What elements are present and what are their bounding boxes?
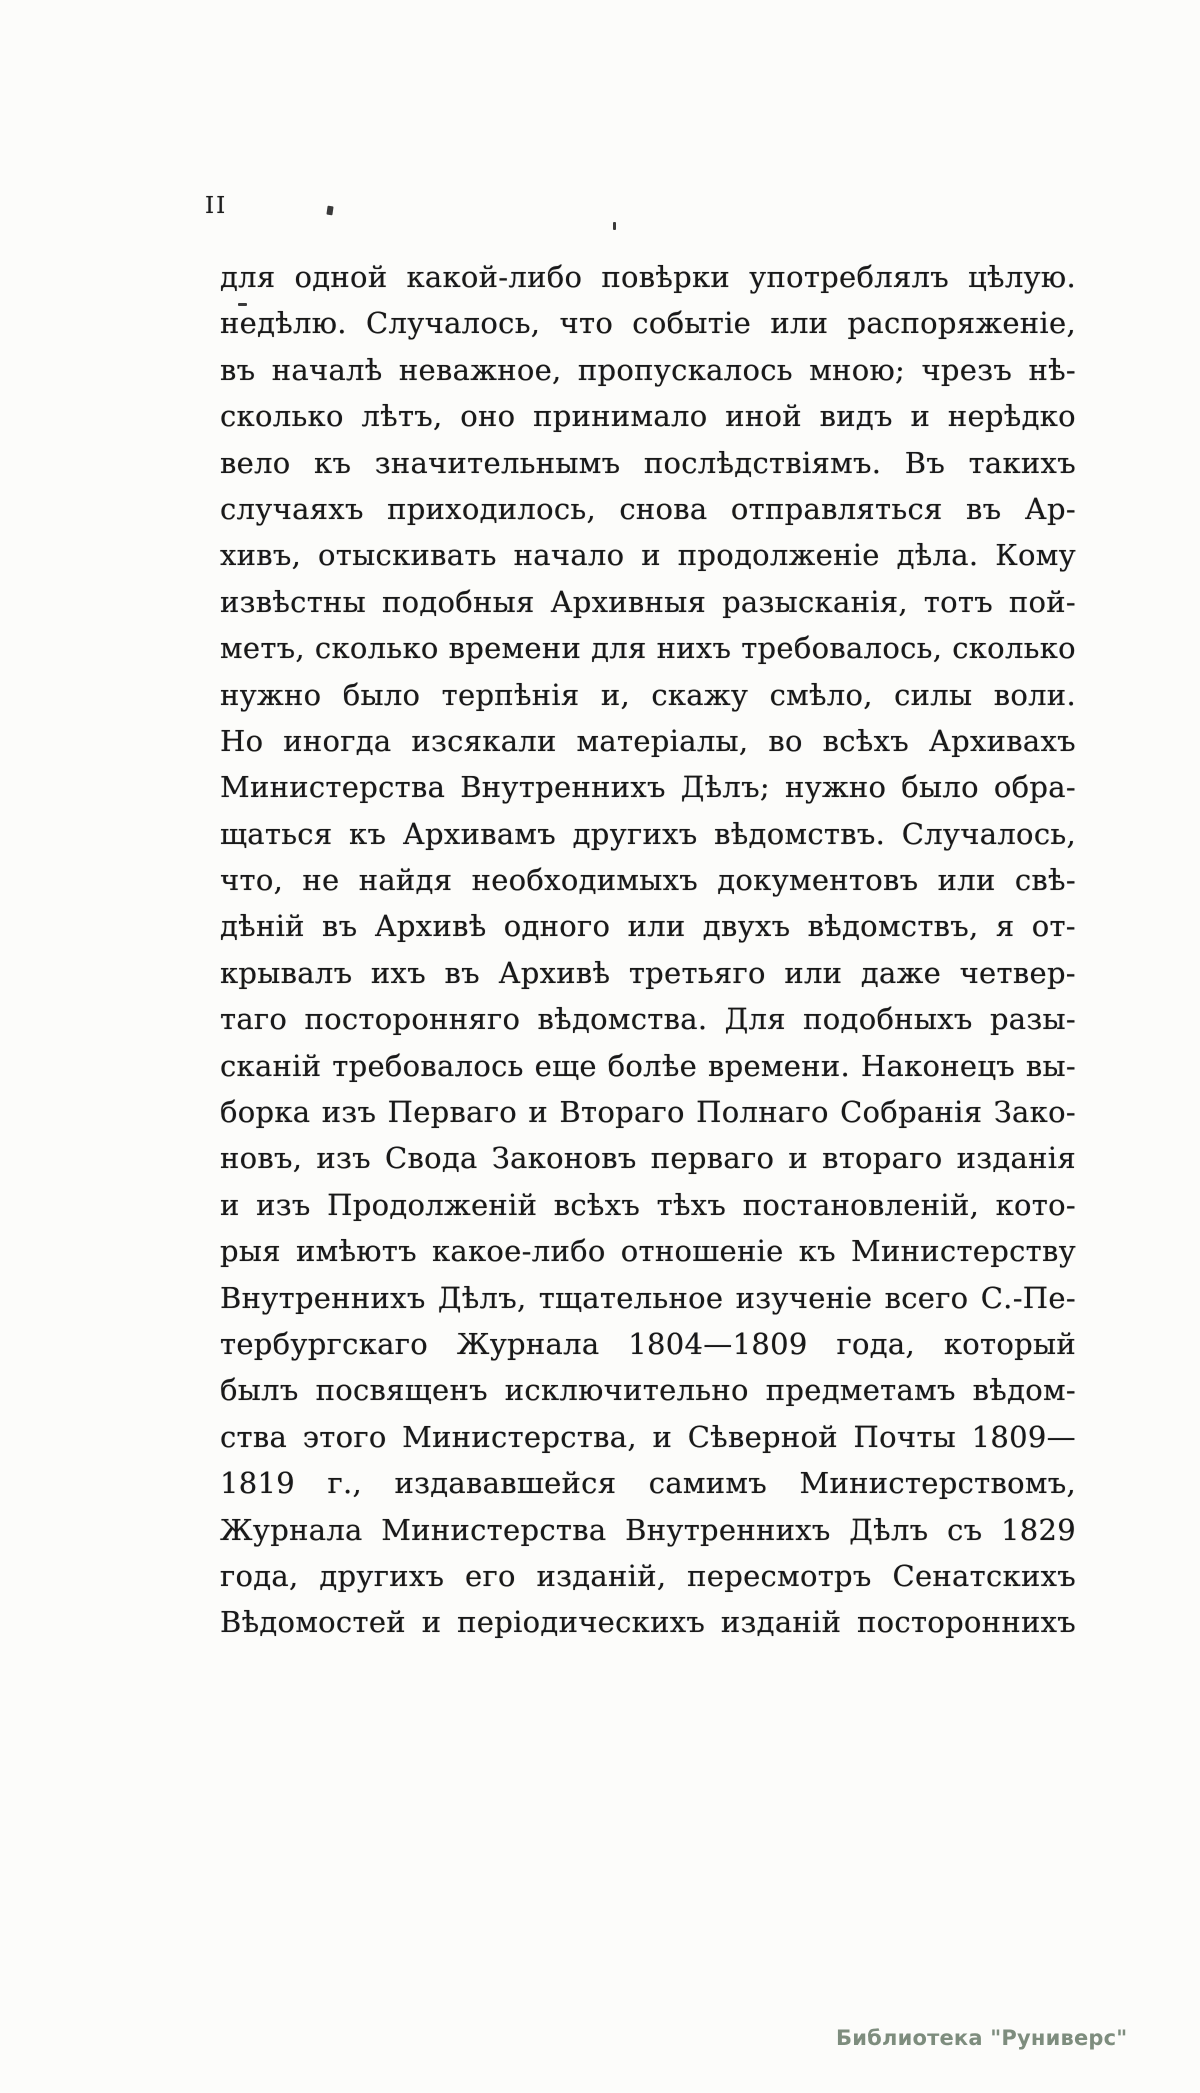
- text-line: былъ посвященъ исключительно предметамъ вѣдом-: [220, 1373, 1076, 1408]
- text-line: щаться къ Архивамъ другихъ вѣдомствъ. Случалось,: [220, 816, 1076, 851]
- ink-speck: [326, 206, 333, 216]
- text-line: Журнала Министерства Внутреннихъ Дѣлъ съ 1829: [220, 1512, 1076, 1547]
- text-line: года, другихъ его изданій, пересмотръ Сенатскихъ: [220, 1558, 1076, 1593]
- text-line: рыя имѣютъ какое-либо отношеніе къ Министерству: [220, 1234, 1076, 1269]
- text-line: и изъ Продолженій всѣхъ тѣхъ постановленій, кото-: [220, 1187, 1076, 1222]
- text-line: случаяхъ приходилось, снова отправляться въ Ар-: [220, 491, 1076, 526]
- text-line: въ началѣ неважное, пропускалось мною; чрезъ нѣ-: [220, 352, 1076, 387]
- text-line: недѣлю. Случалось, что событіе или распоряженіе,: [220, 306, 1076, 341]
- text-line: извѣстны подобныя Архивныя разысканія, тотъ пой-: [220, 584, 1076, 619]
- text-line: дѣній въ Архивѣ одного или двухъ вѣдомствъ, я от-: [220, 909, 1076, 944]
- page-text: [220, 254, 1076, 1646]
- text-line: борка изъ Перваго и Втораго Полнаго Собранія Зако-: [220, 1095, 1076, 1130]
- text-line: что, не найдя необходимыхъ документовъ или свѣ-: [220, 863, 1076, 898]
- text-line: крывалъ ихъ въ Архивѣ третьяго или даже четвер-: [220, 955, 1076, 990]
- text-line: 1819 г., издававшейся самимъ Министерствомъ,: [220, 1466, 1076, 1501]
- page-number: II: [205, 193, 228, 219]
- text-line: хивъ, отыскивать начало и продолженіе дѣла. Кому: [220, 538, 1076, 573]
- text-line: Но иногда изсякали матеріалы, во всѣхъ Архивахъ: [220, 723, 1076, 758]
- text-line: новъ, изъ Свода Законовъ перваго и втораго изданія: [220, 1141, 1076, 1176]
- text-line: метъ, сколько времени для нихъ требовалось, сколько: [220, 631, 1076, 666]
- text-line: таго посторонняго вѣдомства. Для подобныхъ разы-: [220, 1002, 1076, 1037]
- ink-speck: [613, 222, 616, 230]
- text-line: ства этого Министерства, и Сѣверной Почты 1809—: [220, 1419, 1076, 1454]
- text-line: сканій требовалось еще болѣе времени. Наконецъ вы-: [220, 1048, 1076, 1083]
- runivers-watermark: Библиотека "Руниверс": [836, 2026, 1128, 2050]
- text-line: для одной какой-либо повѣрки употреблялъ цѣлую.: [220, 260, 1076, 294]
- text-line: вело къ значительнымъ послѣдствіямъ. Въ такихъ: [220, 445, 1076, 480]
- text-line: Министерства Внутреннихъ Дѣлъ; нужно было обра-: [220, 770, 1076, 805]
- text-line: сколько лѣтъ, оно принимало иной видъ и нерѣдко: [220, 399, 1076, 434]
- text-line: тербургскаго Журнала 1804—1809 года, который: [220, 1326, 1076, 1361]
- text-line: Внутреннихъ Дѣлъ, тщательное изученіе всего С.-Пе-: [220, 1280, 1076, 1315]
- text-line: Вѣдомостей и періодическихъ изданій постороннихъ: [220, 1605, 1076, 1640]
- text-line: нужно было терпѣнія и, скажу смѣло, силы воли.: [220, 677, 1076, 712]
